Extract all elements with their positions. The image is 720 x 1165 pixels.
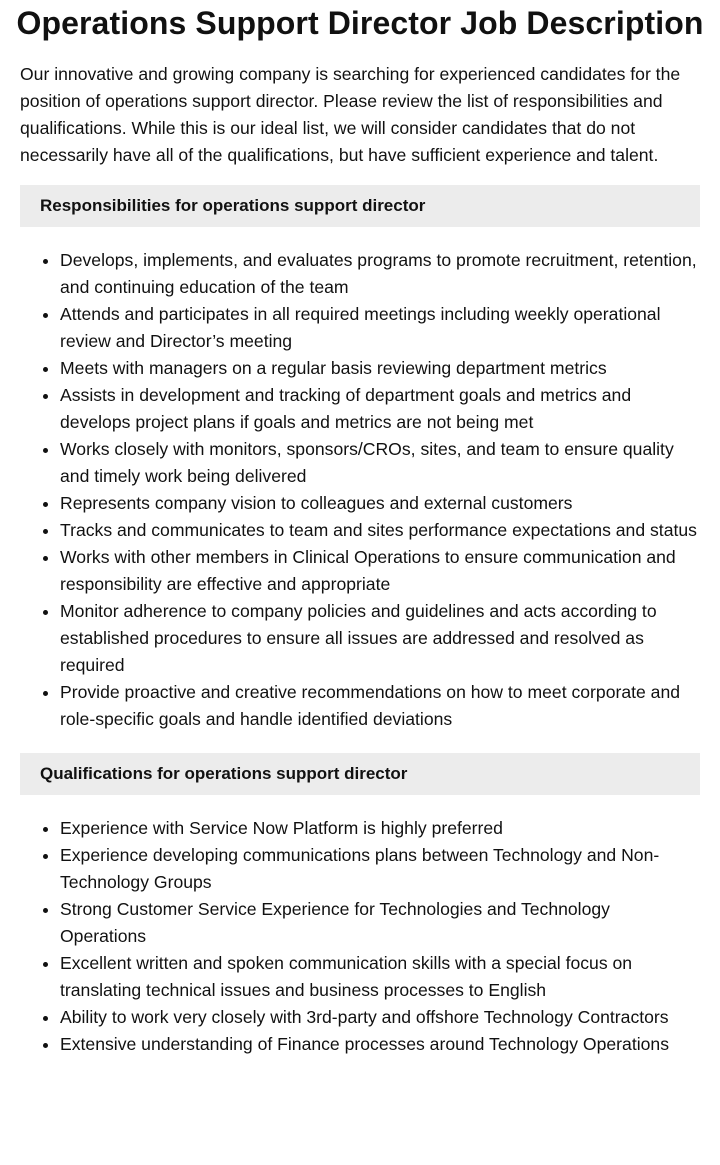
list-item: • Ability to work very closely with 3rd-party and offshore Technology Contractors [60, 1004, 700, 1031]
list-item: • Represents company vision to colleagues and external customers [60, 490, 700, 517]
list-item: • Monitor adherence to company policies and guidelines and acts according to established procedures to ensure all issues are addressed and resolved as required [60, 598, 700, 679]
list-item: • Strong Customer Service Experience for Technologies and Technology Operations [60, 896, 700, 950]
list-item: • Assists in development and tracking of department goals and metrics and develops project plans if goals and metrics are not being met [60, 382, 700, 436]
list-item: • Works closely with monitors, sponsors/CROs, sites, and team to ensure quality and timely work being delivered [60, 436, 700, 490]
responsibilities-heading: Responsibilities for operations support director [20, 185, 700, 227]
qualifications-heading: Qualifications for operations support director [20, 753, 700, 795]
list-item: • Develops, implements, and evaluates programs to promote recruitment, retention, and continuing education of the team [60, 247, 700, 301]
list-item: • Tracks and communicates to team and sites performance expectations and status [60, 517, 700, 544]
list-item: • Experience with Service Now Platform is highly preferred [60, 815, 700, 842]
list-item: • Experience developing communications plans between Technology and Non-Technology Groups [60, 842, 700, 896]
list-item: • Excellent written and spoken communication skills with a special focus on translating technical issues and business processes to English [60, 950, 700, 1004]
list-item: • Provide proactive and creative recommendations on how to meet corporate and role-specific goals and handle identified deviations [60, 679, 700, 733]
list-item: • Attends and participates in all required meetings including weekly operational review and Director’s meeting [60, 301, 700, 355]
page-title: Operations Support Director Job Description [16, 5, 704, 41]
responsibilities-list [20, 247, 700, 733]
list-item: • Works with other members in Clinical Operations to ensure communication and responsibility are effective and appropriate [60, 544, 700, 598]
list-item: • Meets with managers on a regular basis reviewing department metrics [60, 355, 700, 382]
list-item: • Extensive understanding of Finance processes around Technology Operations [60, 1031, 700, 1058]
intro-paragraph: Our innovative and growing company is searching for experienced candidates for the position of operations support director. Please review the list of responsibilities and qualifications. While this is our ideal list, we will consider candidates that do not necessarily have all of the qualifications, but have sufficient experience and talent. [20, 64, 681, 165]
qualifications-list [20, 815, 700, 1058]
